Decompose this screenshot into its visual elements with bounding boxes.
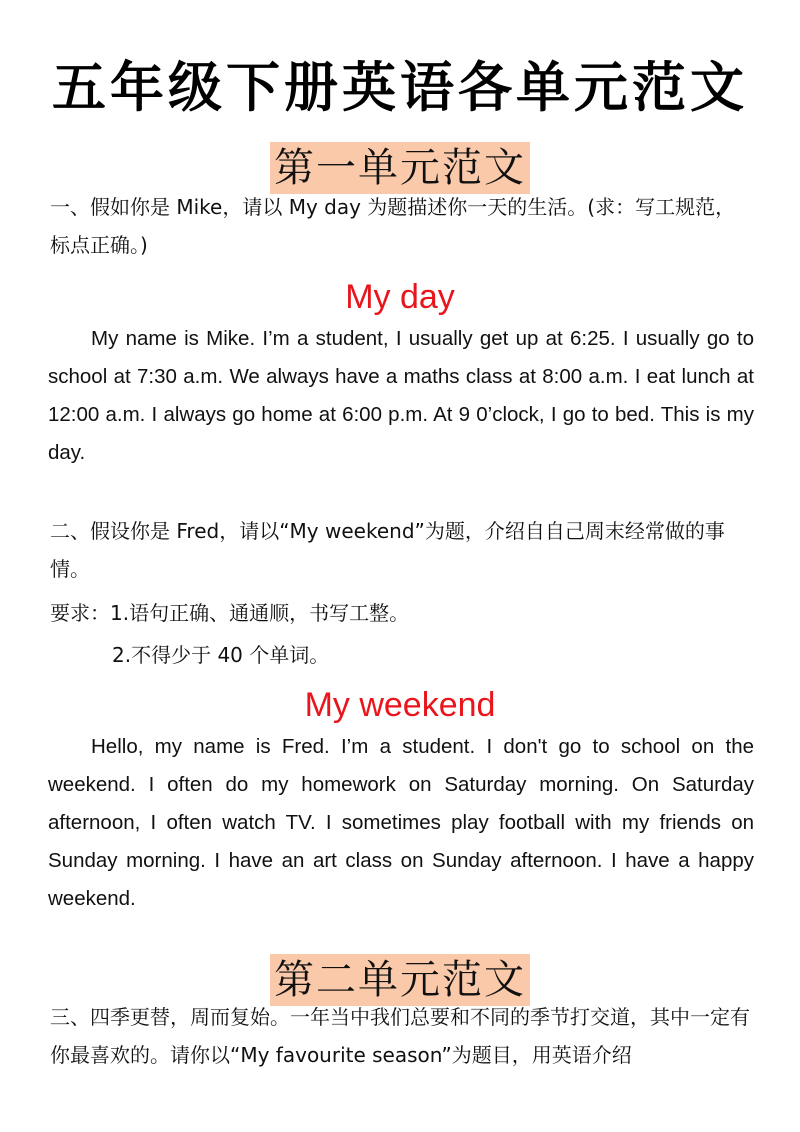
unit-1-heading-wrap bbox=[0, 142, 800, 194]
essay-2-paragraph: Hello, my name is Fred. I’m a student. I don't go to school on the weekend. I often do my homework on Saturday morning. On Saturday afternoon, I often watch TV. I sometimes play football with my friends on Sunday morning. I have an art class on Sunday afternoon. I have a happy weekend. bbox=[48, 735, 754, 910]
task-1-prompt: 一、假如你是 Mike，请以 My day 为题描述你一天的生活。(求：写工规范，标点正确。) bbox=[50, 195, 736, 257]
unit-2-heading: 第二单元范文 bbox=[270, 954, 530, 1006]
essay-1-body bbox=[48, 320, 754, 472]
essay-2-title: My weekend bbox=[304, 686, 496, 724]
essay-1-paragraph: My name is Mike. I’m a student, I usually get up at 6:25. I usually go to school at 7:30 a.m. We always have a maths class at 8:00 a.m. I eat lunch at 12:00 a.m. I always go home at 6:00 p.m. At 9 0’clock, I go to bed. This is my day. bbox=[48, 327, 754, 464]
task-2-requirement-2: 2.不得少于 40 个单词。 bbox=[112, 643, 330, 667]
task-2-requirement-1: 要求：1.语句正确、通通顺，书写工整。 bbox=[50, 601, 410, 625]
task-2-prompt: 二、假设你是 Fred，请以“My weekend”为题，介绍自自己周末经常做的事情。 bbox=[50, 519, 725, 581]
essay-2-body bbox=[48, 728, 754, 918]
essay-1-title: My day bbox=[345, 278, 455, 316]
task-3-prompt: 三、四季更替，周而复始。一年当中我们总要和不同的季节打交道，其中一定有你最喜欢的。请你以“My favourite season”为题目，用英语介绍 bbox=[50, 1005, 750, 1067]
unit-1-heading: 第一单元范文 bbox=[270, 142, 530, 194]
document-title: 五年级下册英语各单元范文 bbox=[52, 56, 748, 119]
